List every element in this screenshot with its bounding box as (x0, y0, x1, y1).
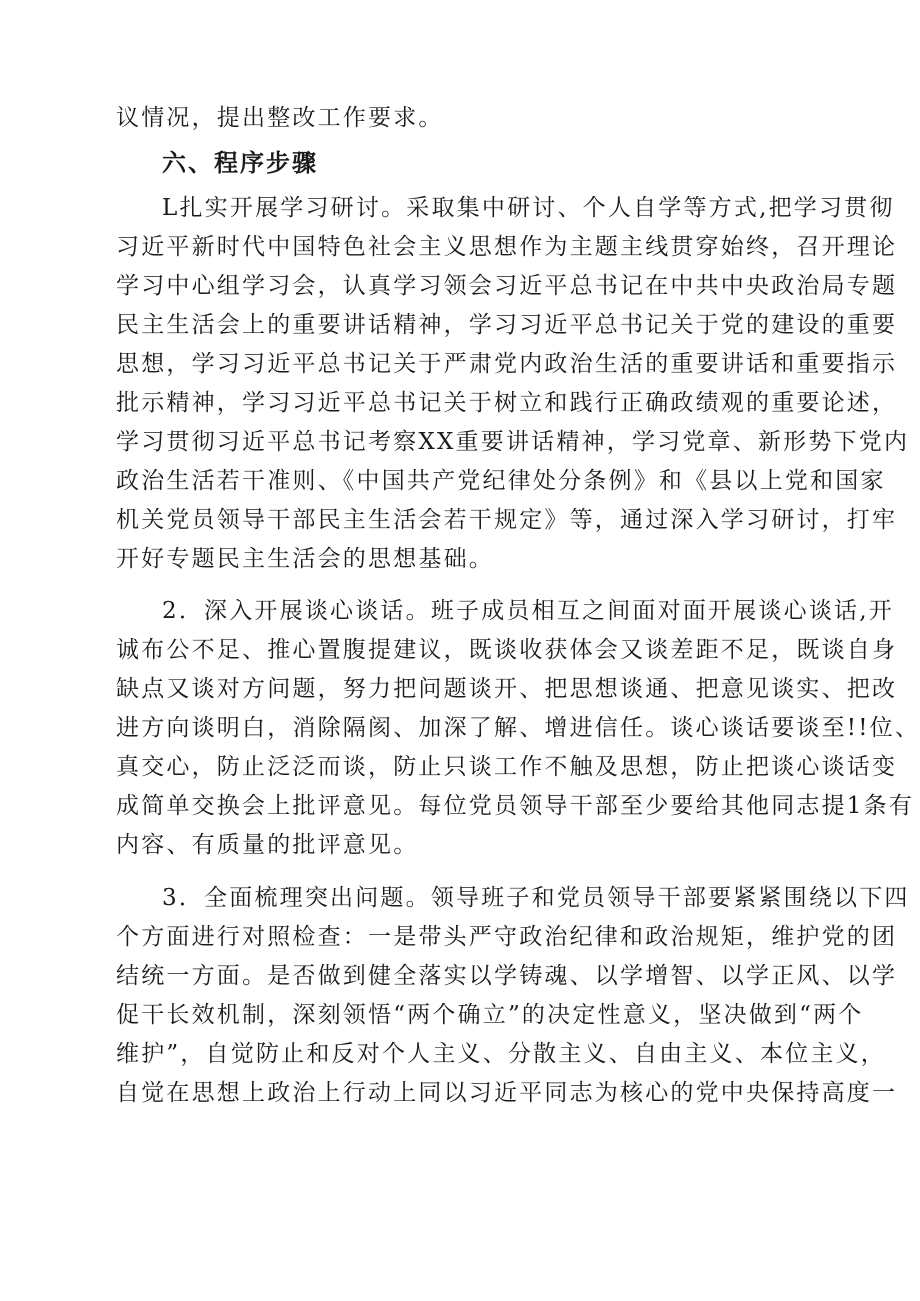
step2-line-1: 2．深入开展谈心谈话。班子成员相互之间面对面开展谈心谈话,开 (162, 598, 894, 624)
step2-line-5: 真交心，防止泛泛而谈，防止只谈工作不触及思想，防止把谈心谈话变 (116, 754, 898, 780)
step1-line-2: 习近平新时代中国特色社会主义思想作为主题主线贯穿始终，召开理论 (116, 234, 898, 260)
step1-line-5: 思想，学习习近平总书记关于严肃党内政治生活的重要讲话和重要指示 (116, 351, 898, 377)
step2-line-3: 缺点又谈对方问题，努力把问题谈开、把思想谈通、把意见谈实、把改 (116, 676, 898, 702)
step1-line-10: 开好专题民主生活会的思想基础。 (116, 546, 494, 572)
step3-line-2: 个方面进行对照检查：一是带头严守政治纪律和政治规矩，维护党的团 (116, 924, 898, 950)
step2-line-7: 内容、有质量的批评意见。 (116, 832, 419, 858)
step1-line-8: 政治生活若干准则、《中国共产党纪律处分条例》和《县以上党和国家 (116, 468, 886, 494)
step3-line-6: 自觉在思想上政治上行动上同以习近平同志为核心的党中央保持高度一 (116, 1080, 898, 1106)
step1-line-1: L扎实开展学习研讨。采取集中研讨、个人自学等方式,把学习贯彻 (162, 195, 895, 221)
step3-line-3: 结统一方面。是否做到健全落实以学铸魂、以学增智、以学正风、以学 (116, 963, 898, 989)
step1-line-4: 民主生活会上的重要讲话精神，学习习近平总书记关于党的建设的重要 (116, 312, 898, 338)
step2-line-4: 进方向谈明白，消除隔阂、加深了解、增进信任。谈心谈话要谈至!!位、 (116, 715, 920, 741)
step3-line-1: 3．全面梳理突出问题。领导班子和党员领导干部要紧紧围绕以下四 (162, 885, 910, 911)
intro-line-1: 议情况，提出整改工作要求。 (116, 105, 444, 131)
step1-line-3: 学习中心组学习会，认真学习领会习近平总书记在中共中央政治局专题 (116, 273, 898, 299)
step1-line-7: 学习贯彻习近平总书记考察XX重要讲话精神，学习党章、新形势下党内 (116, 429, 910, 455)
step2-line-2: 诚布公不足、推心置腹提建议，既谈收获体会又谈差距不足，既谈自身 (116, 637, 898, 663)
step3-line-5: 维护”，自觉防止和反对个人主义、分散主义、自由主义、本位主义， (116, 1041, 886, 1067)
step2-line-6: 成简单交换会上批评意见。每位党员领导干部至少要给其他同志提1条有 (116, 793, 915, 819)
step1-line-9: 机关党员领导干部民主生活会若干规定》等，通过深入学习研讨，打牢 (116, 507, 898, 533)
step1-line-6: 批示精神，学习习近平总书记关于树立和践行正确政绩观的重要论述， (116, 390, 898, 416)
step3-line-4: 促干长效机制，深刻领悟“两个确立”的决定性意义，坚决做到“两个 (116, 1002, 864, 1028)
section-heading: 六、程序步骤 (162, 149, 318, 177)
